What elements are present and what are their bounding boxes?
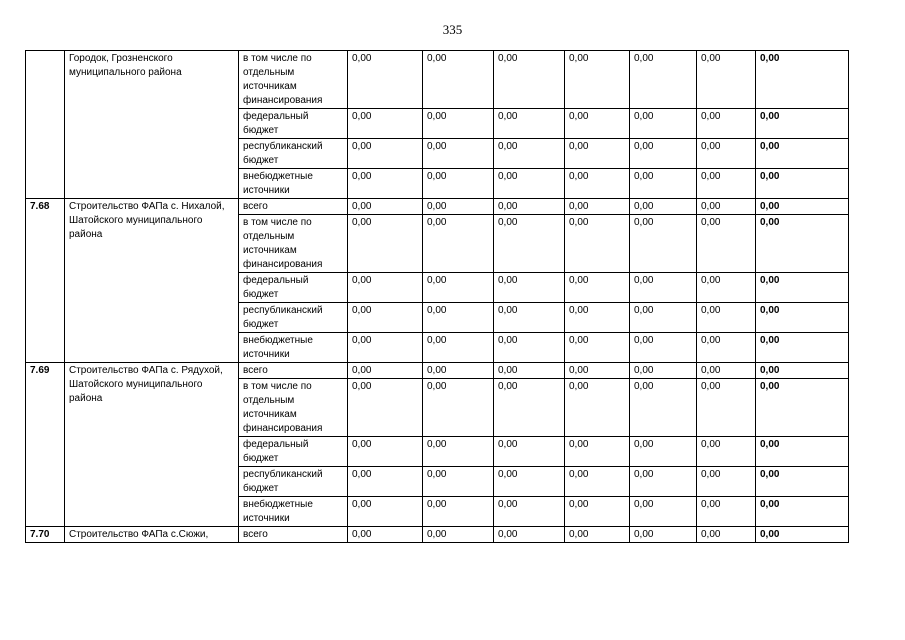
table-row [26,363,849,379]
value-cell: 0,00 [423,139,494,169]
value-cell: 0,00 [423,273,494,303]
value-cell: 0,00 [630,303,697,333]
object-name: Строительство ФАПа с. Рядухой, Шатойского муниципального района [65,363,239,527]
item-number [26,51,65,199]
funding-source: всего [239,527,348,543]
value-cell: 0,00 [423,527,494,543]
value-cell: 0,00 [348,467,423,497]
value-cell: 0,00 [697,363,756,379]
value-cell: 0,00 [565,169,630,199]
value-cell: 0,00 [756,51,849,109]
page-number: 335 [442,22,463,37]
value-cell: 0,00 [630,199,697,215]
value-cell: 0,00 [630,527,697,543]
funding-source: федеральный бюджет [239,273,348,303]
value-cell: 0,00 [697,497,756,527]
value-cell: 0,00 [630,379,697,437]
value-cell: 0,00 [756,169,849,199]
value-cell: 0,00 [697,51,756,109]
value-cell: 0,00 [494,51,565,109]
value-cell: 0,00 [423,109,494,139]
value-cell: 0,00 [348,139,423,169]
value-cell: 0,00 [565,109,630,139]
funding-source: в том числе по отдельным источникам финансирования [239,215,348,273]
value-cell: 0,00 [697,333,756,363]
value-cell: 0,00 [630,51,697,109]
value-cell: 0,00 [630,363,697,379]
value-cell: 0,00 [756,467,849,497]
funding-source: всего [239,363,348,379]
value-cell: 0,00 [697,437,756,467]
funding-source: республиканский бюджет [239,467,348,497]
value-cell: 0,00 [756,215,849,273]
value-cell: 0,00 [630,497,697,527]
value-cell: 0,00 [697,199,756,215]
funding-source: внебюджетные источники [239,333,348,363]
object-name: Городок, Грозненского муниципального района [65,51,239,199]
value-cell: 0,00 [494,273,565,303]
value-cell: 0,00 [423,363,494,379]
value-cell: 0,00 [565,199,630,215]
item-number: 7.68 [26,199,65,363]
value-cell: 0,00 [565,333,630,363]
value-cell: 0,00 [494,437,565,467]
value-cell: 0,00 [423,333,494,363]
value-cell: 0,00 [494,303,565,333]
object-name: Строительство ФАПа с. Нихалой, Шатойского муниципального района [65,199,239,363]
value-cell: 0,00 [348,169,423,199]
value-cell: 0,00 [630,437,697,467]
value-cell: 0,00 [756,139,849,169]
value-cell: 0,00 [565,527,630,543]
value-cell: 0,00 [348,273,423,303]
value-cell: 0,00 [494,215,565,273]
value-cell: 0,00 [348,363,423,379]
value-cell: 0,00 [630,215,697,273]
value-cell: 0,00 [697,139,756,169]
value-cell: 0,00 [756,363,849,379]
funding-source: внебюджетные источники [239,169,348,199]
value-cell: 0,00 [348,527,423,543]
table-body [26,51,849,543]
value-cell: 0,00 [756,333,849,363]
funding-source: внебюджетные источники [239,497,348,527]
value-cell: 0,00 [494,497,565,527]
value-cell: 0,00 [423,215,494,273]
value-cell: 0,00 [348,51,423,109]
value-cell: 0,00 [565,303,630,333]
value-cell: 0,00 [494,199,565,215]
value-cell: 0,00 [565,497,630,527]
value-cell: 0,00 [348,109,423,139]
item-number: 7.70 [26,527,65,543]
value-cell: 0,00 [756,527,849,543]
value-cell: 0,00 [630,467,697,497]
object-name: Строительство ФАПа с.Сюжи, [65,527,239,543]
value-cell: 0,00 [630,139,697,169]
value-cell: 0,00 [697,379,756,437]
table-row [26,527,849,543]
value-cell: 0,00 [756,109,849,139]
value-cell: 0,00 [348,497,423,527]
funding-source: всего [239,199,348,215]
value-cell: 0,00 [630,109,697,139]
value-cell: 0,00 [348,379,423,437]
value-cell: 0,00 [348,437,423,467]
funding-source: в том числе по отдельным источникам финансирования [239,51,348,109]
item-number: 7.69 [26,363,65,527]
funding-source: федеральный бюджет [239,437,348,467]
value-cell: 0,00 [423,497,494,527]
value-cell: 0,00 [423,199,494,215]
funding-source: федеральный бюджет [239,109,348,139]
value-cell: 0,00 [494,527,565,543]
value-cell: 0,00 [756,497,849,527]
value-cell: 0,00 [565,379,630,437]
value-cell: 0,00 [494,169,565,199]
value-cell: 0,00 [565,139,630,169]
value-cell: 0,00 [697,467,756,497]
funding-source: республиканский бюджет [239,139,348,169]
table-row [26,199,849,215]
value-cell: 0,00 [697,215,756,273]
value-cell: 0,00 [565,51,630,109]
value-cell: 0,00 [494,363,565,379]
value-cell: 0,00 [565,215,630,273]
value-cell: 0,00 [756,273,849,303]
value-cell: 0,00 [756,437,849,467]
value-cell: 0,00 [494,109,565,139]
value-cell: 0,00 [423,169,494,199]
table-row [26,51,849,109]
value-cell: 0,00 [630,169,697,199]
value-cell: 0,00 [423,467,494,497]
value-cell: 0,00 [697,169,756,199]
funding-source: в том числе по отдельным источникам финансирования [239,379,348,437]
value-cell: 0,00 [348,215,423,273]
value-cell: 0,00 [565,363,630,379]
value-cell: 0,00 [494,139,565,169]
value-cell: 0,00 [630,273,697,303]
value-cell: 0,00 [348,303,423,333]
value-cell: 0,00 [348,333,423,363]
value-cell: 0,00 [565,467,630,497]
value-cell: 0,00 [348,199,423,215]
value-cell: 0,00 [494,379,565,437]
value-cell: 0,00 [423,51,494,109]
value-cell: 0,00 [697,303,756,333]
value-cell: 0,00 [756,199,849,215]
value-cell: 0,00 [697,109,756,139]
value-cell: 0,00 [494,333,565,363]
funding-source: республиканский бюджет [239,303,348,333]
value-cell: 0,00 [423,303,494,333]
value-cell: 0,00 [756,303,849,333]
value-cell: 0,00 [756,379,849,437]
value-cell: 0,00 [697,527,756,543]
value-cell: 0,00 [423,379,494,437]
value-cell: 0,00 [697,273,756,303]
value-cell: 0,00 [565,437,630,467]
value-cell: 0,00 [423,437,494,467]
value-cell: 0,00 [494,467,565,497]
value-cell: 0,00 [565,273,630,303]
value-cell: 0,00 [630,333,697,363]
budget-table [25,50,849,543]
